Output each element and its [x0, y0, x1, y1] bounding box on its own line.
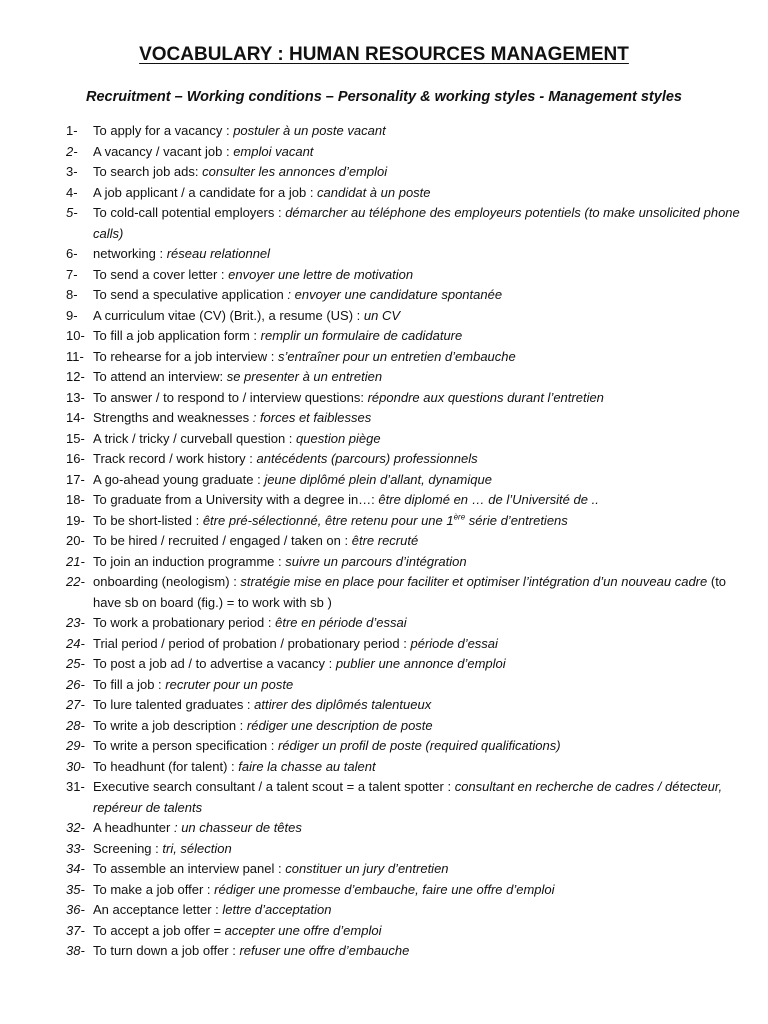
item-number: 18- — [66, 492, 85, 507]
english-term: Executive search consultant / a talent scout = a talent spotter : — [93, 779, 455, 794]
english-term: A headhunter — [93, 820, 174, 835]
item-number: 17- — [66, 471, 85, 487]
item-number: 26- — [66, 676, 85, 692]
french-translation: antécédents (parcours) professionnels — [256, 451, 478, 466]
vocab-item — [66, 490, 746, 511]
item-text — [93, 470, 746, 491]
item-text — [93, 777, 746, 818]
english-term: Trial period / period of probation / probationary period : — [93, 635, 411, 651]
item-text — [93, 429, 746, 450]
english-term: A job applicant / a candidate for a job : — [93, 184, 318, 200]
vocab-item — [66, 777, 746, 818]
vocab-item — [66, 326, 746, 347]
item-number: 38- — [66, 943, 85, 958]
english-term: To fill a job application form : — [93, 328, 261, 343]
item-text — [93, 531, 746, 552]
vocab-item — [66, 839, 746, 860]
item-text — [93, 941, 746, 962]
item-text — [93, 757, 746, 778]
french-translation: recruter pour un poste — [165, 676, 294, 692]
item-number: 36- — [66, 902, 85, 917]
french-translation: série d’entretiens — [465, 512, 568, 528]
item-number: 6- — [66, 246, 78, 261]
item-number: 3- — [66, 164, 78, 179]
french-translation: être pré-sélectionné, être retenu pour une 1 — [202, 512, 454, 528]
vocab-item — [66, 367, 746, 388]
item-text — [93, 613, 746, 634]
item-text — [93, 695, 746, 716]
vocab-item — [66, 572, 746, 613]
english-term: To graduate from a University with a degree in…: — [93, 492, 379, 507]
french-translation: tri, sélection — [162, 840, 232, 856]
vocab-item — [66, 265, 746, 286]
item-number: 15- — [66, 430, 85, 446]
item-number: 14- — [66, 410, 85, 425]
vocab-item — [66, 921, 746, 942]
french-translation: lettre d’acceptation — [222, 902, 332, 917]
vocab-item — [66, 408, 746, 429]
item-number: 23- — [66, 615, 85, 630]
vocab-item — [66, 736, 746, 757]
item-number: 24- — [66, 635, 85, 651]
item-text — [93, 265, 746, 286]
english-term: To make a job offer : — [93, 881, 215, 897]
item-text — [93, 326, 746, 347]
vocab-item — [66, 634, 746, 655]
item-text — [93, 900, 746, 921]
item-text — [93, 736, 746, 757]
vocab-item — [66, 121, 746, 142]
english-term: To accept a job offer = — [93, 922, 225, 938]
item-number: 37- — [66, 922, 85, 938]
english-term: To fill a job : — [93, 676, 166, 692]
french-translation: s’entraîner pour un entretien d’embauche — [277, 348, 516, 364]
english-term: To join an induction programme : — [93, 553, 286, 569]
english-term: networking : — [93, 246, 167, 261]
item-number: 5- — [66, 205, 78, 220]
item-text — [93, 839, 746, 860]
english-term: To be short-listed : — [93, 512, 203, 528]
item-text — [93, 306, 746, 327]
item-text — [93, 408, 746, 429]
vocabulary-list — [66, 121, 746, 962]
english-term: Track record / work history : — [93, 451, 257, 466]
english-term: To work a probationary period : — [93, 615, 276, 630]
item-number: 22- — [66, 574, 85, 589]
item-text — [93, 121, 746, 142]
item-number: 33- — [66, 840, 85, 856]
vocab-item — [66, 449, 746, 470]
item-number: 19- — [66, 512, 85, 528]
vocab-item — [66, 716, 746, 737]
french-translation: jeune diplômé plein d’allant, dynamique — [264, 471, 492, 487]
french-translation: suivre un parcours d’intégration — [285, 553, 467, 569]
english-term: To apply for a vacancy : — [93, 123, 234, 138]
item-number: 13- — [66, 389, 85, 405]
french-translation: postuler à un poste vacant — [233, 123, 386, 138]
english-term: To cold-call potential employers : — [93, 205, 286, 220]
item-number: 8- — [66, 287, 78, 302]
french-translation: se presenter à un entretien — [226, 369, 383, 384]
item-text — [93, 162, 746, 183]
vocab-item — [66, 859, 746, 880]
english-term: A vacancy / vacant job : — [93, 143, 234, 159]
vocab-item — [66, 285, 746, 306]
item-text — [93, 716, 746, 737]
item-number: 31- — [66, 779, 85, 794]
english-term: To post a job ad / to advertise a vacancy : — [93, 656, 336, 671]
item-text — [93, 142, 746, 163]
vocab-item — [66, 388, 746, 409]
item-text — [93, 818, 746, 839]
item-number: 34- — [66, 861, 85, 876]
french-translation: accepter une offre d’emploi — [224, 922, 382, 938]
vocab-item — [66, 880, 746, 901]
vocab-item — [66, 429, 746, 450]
item-number: 29- — [66, 738, 85, 753]
french-translation: : envoyer une candidature spontanée — [287, 287, 503, 302]
english-term: To write a job description : — [93, 717, 247, 733]
item-number: 32- — [66, 820, 85, 835]
english-term: Screening : — [93, 840, 163, 856]
vocab-item — [66, 203, 746, 244]
vocab-item — [66, 306, 746, 327]
item-text — [93, 490, 746, 511]
english-term: To send a speculative application — [93, 287, 288, 302]
french-translation: répondre aux questions durant l’entretien — [367, 389, 604, 405]
item-text — [93, 347, 746, 368]
english-term: To write a person specification : — [93, 738, 278, 753]
french-translation: être en période d’essai — [275, 615, 407, 630]
item-text — [93, 244, 746, 265]
item-number: 4- — [66, 184, 78, 200]
page-subtitle: Recruitment – Working conditions – Personality & working styles - Management styles — [86, 89, 682, 105]
french-translation: faire la chasse au talent — [238, 758, 376, 774]
vocab-item — [66, 675, 746, 696]
english-term: (to have sb on board (fig.) = to work with sb ) — [93, 574, 727, 610]
french-translation: question piège — [296, 430, 381, 446]
english-term: To send a cover letter : — [93, 266, 229, 282]
vocab-item — [66, 511, 746, 532]
english-term: To be hired / recruited / engaged / taken on : — [93, 533, 352, 548]
vocab-item — [66, 470, 746, 491]
french-translation: stratégie mise en place pour faciliter et optimiser l’intégration d’un nouveau cadre — [240, 574, 708, 589]
vocab-item — [66, 552, 746, 573]
item-text — [93, 880, 746, 901]
item-text — [93, 367, 746, 388]
english-term: To lure talented graduates : — [93, 697, 255, 712]
french-translation: envoyer une lettre de motivation — [228, 266, 414, 282]
french-translation: être recruté — [351, 533, 419, 548]
english-term: To search job ads: — [93, 164, 203, 179]
page-title — [0, 44, 768, 66]
vocab-item — [66, 900, 746, 921]
french-translation: remplir un formulaire de cadidature — [260, 328, 463, 343]
english-term: Strengths and weaknesses — [93, 410, 253, 425]
french-translation: attirer des diplômés talentueux — [254, 697, 432, 712]
item-number: 28- — [66, 717, 85, 733]
item-text — [93, 203, 746, 244]
english-term: A go-ahead young graduate : — [93, 471, 265, 487]
english-term: To rehearse for a job interview : — [93, 348, 278, 364]
item-text — [93, 388, 746, 409]
french-translation: être diplomé en … de l’Université de .. — [378, 492, 599, 507]
vocab-item — [66, 818, 746, 839]
english-term: To turn down a job offer : — [93, 943, 240, 958]
french-translation: consulter les annonces d’emploi — [202, 164, 388, 179]
english-term: To assemble an interview panel : — [93, 861, 286, 876]
item-number: 12- — [66, 369, 85, 384]
vocab-item — [66, 183, 746, 204]
french-translation: réseau relationnel — [166, 246, 271, 261]
french-translation: rédiger un profil de poste (required qualifications) — [277, 738, 561, 753]
french-translation: : un chasseur de têtes — [173, 820, 302, 835]
item-text — [93, 183, 746, 204]
french-translation: consultant en recherche de cadres / détecteur, repéreur de talents — [93, 779, 723, 815]
english-term: onboarding (neologism) : — [93, 574, 241, 589]
vocab-item — [66, 941, 746, 962]
english-term: A curriculum vitae (CV) (Brit.), a resume (US) : — [93, 307, 364, 323]
french-translation: publier une annonce d’emploi — [335, 656, 506, 671]
item-text — [93, 511, 746, 532]
vocab-item — [66, 347, 746, 368]
french-translation: période d’essai — [410, 635, 498, 651]
item-text — [93, 859, 746, 880]
vocab-item — [66, 757, 746, 778]
french-translation: démarcher au téléphone des employeurs potentiels (to make unsolicited phone calls) — [93, 205, 740, 241]
vocab-item — [66, 613, 746, 634]
item-number: 30- — [66, 758, 85, 774]
vocab-item — [66, 531, 746, 552]
item-number: 7- — [66, 266, 78, 282]
english-term: An acceptance letter : — [93, 902, 223, 917]
vocab-item — [66, 142, 746, 163]
item-text — [93, 572, 746, 613]
english-term: To attend an interview: — [93, 369, 227, 384]
french-translation: candidat à un poste — [317, 184, 431, 200]
item-text — [93, 285, 746, 306]
vocab-item — [66, 654, 746, 675]
item-number: 11- — [66, 348, 84, 364]
french-translation: refuser une offre d’embauche — [239, 943, 410, 958]
vocab-item — [66, 695, 746, 716]
english-term: To answer / to respond to / interview questions: — [93, 389, 368, 405]
item-text — [93, 921, 746, 942]
page-title-text: VOCABULARY : HUMAN RESOURCES MANAGEMENT — [139, 44, 629, 65]
item-number: 20- — [66, 533, 85, 548]
item-number: 10- — [66, 328, 85, 343]
french-translation: rédiger une promesse d’embauche, faire une offre d’emploi — [214, 881, 555, 897]
french-translation: constituer un jury d’entretien — [285, 861, 449, 876]
english-term: A trick / tricky / curveball question : — [93, 430, 297, 446]
item-number: 25- — [66, 656, 85, 671]
item-number: 2- — [66, 143, 78, 159]
item-number: 35- — [66, 881, 85, 897]
item-text — [93, 675, 746, 696]
french-translation: : forces et faiblesses — [252, 410, 372, 425]
french-translation: un CV — [363, 307, 401, 323]
item-number: 9- — [66, 307, 78, 323]
item-text — [93, 552, 746, 573]
vocab-item — [66, 244, 746, 265]
item-text — [93, 449, 746, 470]
english-term: To headhunt (for talent) : — [93, 758, 239, 774]
item-number: 1- — [66, 123, 78, 138]
item-number: 16- — [66, 451, 85, 466]
item-text — [93, 634, 746, 655]
item-number: 21- — [66, 553, 85, 569]
item-text — [93, 654, 746, 675]
superscript: ère — [453, 512, 466, 522]
french-translation: emploi vacant — [233, 143, 314, 159]
french-translation: rédiger une description de poste — [246, 717, 433, 733]
vocab-item — [66, 162, 746, 183]
item-number: 27- — [66, 697, 85, 712]
